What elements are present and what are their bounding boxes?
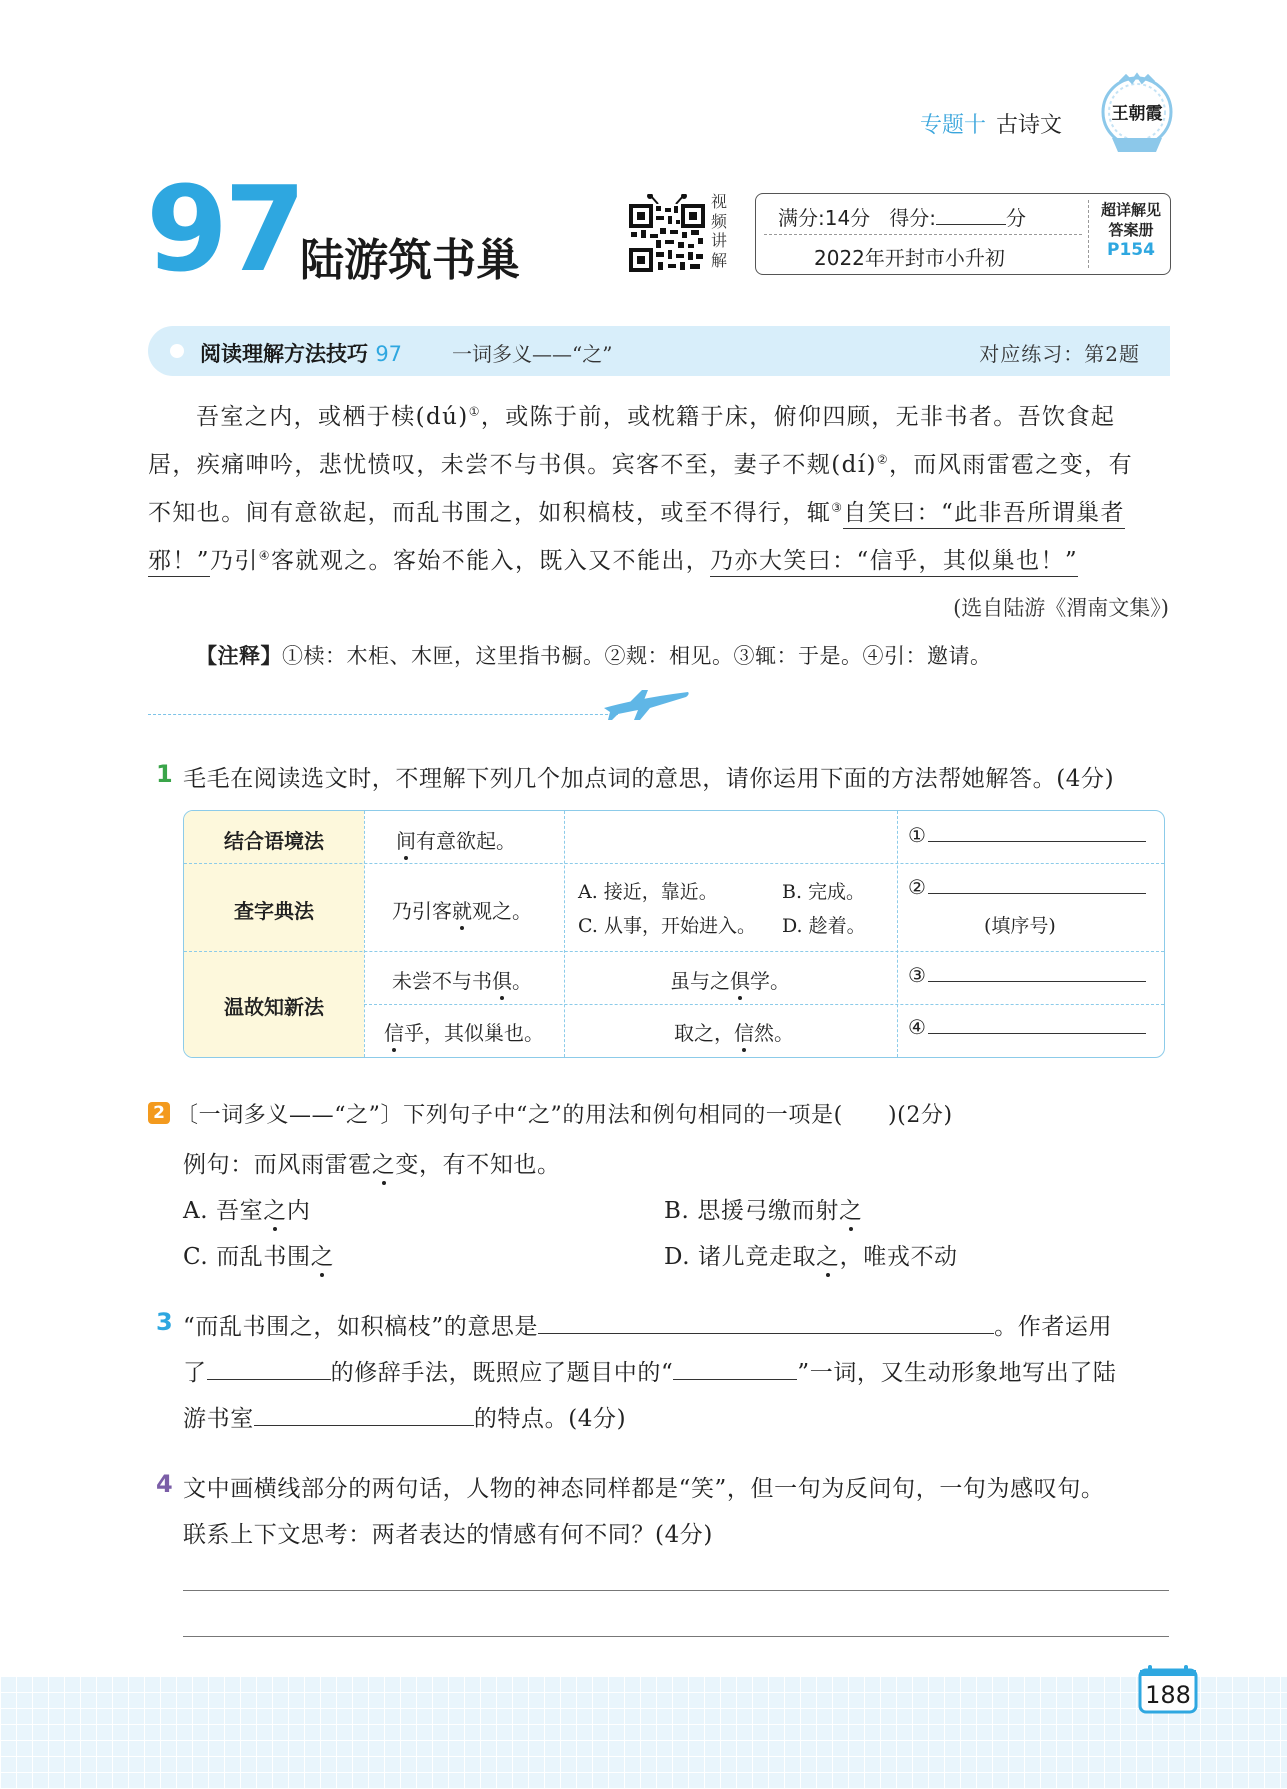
footnote-mark: ④ — [258, 548, 271, 563]
question-1-number: 1 — [156, 760, 173, 788]
answer-line[interactable] — [183, 1636, 1169, 1637]
answer-line[interactable] — [928, 875, 1146, 894]
table-sentence: 间有意欲起。 — [396, 829, 516, 853]
passage-line-1 — [196, 398, 1115, 431]
option-b: B. 完成。 — [782, 881, 866, 903]
table-hline — [364, 1004, 1164, 1005]
topic-name: 古诗文 — [996, 113, 1063, 138]
answer-blank[interactable] — [254, 1405, 474, 1426]
page-number: 188 — [1145, 1681, 1191, 1709]
option-d: D. 趁着。 — [782, 915, 866, 937]
question-4-line-2: 联系上下文思考：两者表达的情感有何不同？(4分) — [183, 1522, 713, 1548]
question-1-text: 毛毛在阅读选文时，不理解下列几个加点词的意思，请你运用下面的方法帮她解答。(4分) — [183, 766, 1115, 792]
exam-source: 2022年开封市小升初 — [814, 246, 1005, 270]
method-number: 97 — [375, 342, 403, 366]
method-label — [200, 338, 402, 368]
method-label-text: 阅读理解方法技巧 — [200, 342, 368, 366]
qr-caption-char: 解 — [711, 250, 728, 270]
question-2-option-b[interactable]: B. 思援弓缴而射之 — [664, 1198, 863, 1224]
method-context: 结合语境法 — [224, 829, 324, 853]
qr-caption-char: 讲 — [711, 231, 728, 250]
table-sentence: 未尝不与书俱。 — [392, 969, 532, 993]
answer-blank-1[interactable] — [908, 823, 1146, 847]
seal-text: 王朝霞 — [1111, 104, 1163, 124]
dotted-word: 之 — [371, 1152, 396, 1178]
annotations — [196, 640, 992, 670]
passage-line-4 — [148, 542, 1078, 575]
dotted-word: 信 — [734, 1021, 754, 1045]
score-input[interactable] — [936, 206, 1006, 225]
dotted-word: 之 — [310, 1244, 335, 1270]
page-number-badge — [1138, 1664, 1198, 1714]
dotted-word: 俱 — [492, 969, 512, 993]
qr-caption-char: 频 — [711, 211, 728, 231]
answer-blank-4[interactable] — [908, 1015, 1146, 1039]
answer-blank-2[interactable] — [908, 875, 1146, 899]
method-topic: 一词多义——“之” — [452, 342, 613, 366]
passage-text: 客就观之。客始不能入，既入又不能出， — [270, 548, 711, 574]
question-4-line-1: 文中画横线部分的两句话，人物的神态同样都是“笑”，但一句为反问句，一句为感叹句。 — [183, 1476, 1105, 1502]
score-box — [755, 193, 1171, 275]
score-divider — [764, 234, 1082, 235]
topic-header — [920, 108, 1062, 139]
dotted-word: 俱 — [730, 969, 750, 993]
lesson-title: 陆游筑书巢 — [300, 235, 520, 286]
dotted-word: 之 — [263, 1198, 287, 1224]
passage-text: 吾室之内，或栖于椟(dú) — [196, 404, 469, 430]
question-3-line-3: 游书室 的特点。(4分) — [183, 1406, 627, 1432]
passage-text: ，或陈于前，或枕籍于床，俯仰四顾，无非书者。吾饮食起 — [480, 404, 1116, 430]
score-label: 得分: — [889, 206, 937, 230]
answer-blank[interactable] — [538, 1313, 994, 1334]
annotations-text: ①椟：木柜、木匣，这里指书橱。②觌：相见。③辄：于是。④引：邀请。 — [282, 644, 992, 668]
method-table — [183, 810, 1165, 1058]
answer-marker: ② — [908, 875, 926, 899]
answer-line[interactable] — [928, 823, 1146, 842]
dotted-word: 信 — [384, 1021, 404, 1045]
answer-blank[interactable] — [673, 1359, 797, 1380]
seal-logo-icon — [1098, 72, 1176, 158]
topic-label: 专题十 — [920, 113, 987, 138]
footnote-mark: ② — [876, 452, 889, 467]
dotted-word: 就 — [452, 899, 472, 923]
question-2-option-c[interactable]: C. 而乱书围之 — [183, 1244, 335, 1270]
footnote-mark: ③ — [831, 500, 844, 515]
answer-ref-line2: 答案册 — [1108, 221, 1154, 239]
score-unit: 分 — [1006, 206, 1027, 230]
lesson-number: 97 — [146, 160, 303, 298]
underlined-sentence: 邪！” — [148, 548, 210, 577]
score-vdivider — [1088, 200, 1089, 268]
passage-text: ，而风雨雷雹之变，有 — [889, 452, 1133, 478]
question-4-number: 4 — [156, 1470, 173, 1498]
question-2-number: 2 — [148, 1102, 170, 1124]
reference-sentence: 虽与之俱学。 — [670, 969, 790, 993]
passage-source: (选自陆游《渭南文集》) — [953, 596, 1169, 620]
question-3-line-2: 了 的修辞手法，既照应了题目中的“ ”一词，又生动形象地写出了陆 — [183, 1360, 1117, 1386]
answer-marker: ① — [908, 823, 926, 847]
question-2-option-a[interactable]: A. 吾室之内 — [183, 1198, 311, 1224]
dotted-word: 之 — [816, 1244, 840, 1270]
qr-code-icon[interactable] — [628, 194, 706, 274]
qr-caption-char: 视 — [711, 192, 728, 211]
method-dictionary: 查字典法 — [234, 899, 314, 923]
answer-line[interactable] — [928, 963, 1146, 982]
answer-ref — [1092, 200, 1170, 260]
banner-dot-icon — [170, 344, 184, 358]
fill-hint: (填序号) — [984, 915, 1056, 937]
table-vline — [364, 811, 365, 1057]
question-2-text: 〔一词多义——“之”〕下列句子中“之”的用法和例句相同的一项是( )(2分) — [176, 1103, 953, 1128]
answer-line[interactable] — [183, 1590, 1169, 1591]
practice-ref: 对应练习：第2题 — [979, 342, 1140, 366]
question-2-example: 例句：而风雨雷雹之变，有不知也。 — [183, 1152, 561, 1178]
method-banner — [148, 326, 1170, 376]
question-2-option-d[interactable]: D. 诸儿竞走取之，唯戎不动 — [664, 1244, 958, 1270]
passage-text: 乃引 — [209, 548, 259, 574]
table-hline — [184, 863, 1164, 864]
score-row — [778, 202, 1026, 231]
answer-marker: ③ — [908, 963, 926, 987]
option-a: A. 接近，靠近。 — [578, 881, 718, 903]
annotations-label: 【注释】 — [196, 644, 282, 668]
passage-text: 居，疾痛呻吟，悲忧愤叹，未尝不与书俱。宾客不至，妻子不觌(dí) — [148, 452, 877, 478]
question-3-line-1: “而乱书围之，如积槁枝”的意思是 。作者运用 — [183, 1314, 1113, 1340]
footnote-mark: ① — [468, 404, 481, 419]
answer-marker: ④ — [908, 1015, 926, 1039]
table-sentence: 信乎，其似巢也。 — [384, 1021, 544, 1045]
answer-line[interactable] — [928, 1015, 1146, 1034]
answer-ref-line1: 超详解见 — [1100, 201, 1161, 219]
reference-sentence: 取之，信然。 — [674, 1021, 794, 1045]
airplane-icon — [600, 684, 692, 724]
table-vline — [897, 811, 898, 1057]
underlined-sentence: 乃亦大笑曰：“信乎，其似巢也！” — [710, 548, 1078, 577]
passage-text: 不知也。间有意欲起，而乱书围之，如积槁枝，或至不得行，辄 — [148, 500, 832, 526]
option-c: C. 从事，开始进入。 — [578, 915, 756, 937]
table-sentence: 乃引客就观之。 — [392, 899, 532, 923]
underlined-sentence: 自笑曰：“此非吾所谓巢者 — [843, 500, 1125, 529]
answer-ref-page: P154 — [1107, 240, 1155, 260]
full-score: 满分:14分 — [778, 206, 871, 230]
answer-blank-3[interactable] — [908, 963, 1146, 987]
section-divider — [148, 714, 618, 715]
question-3-number: 3 — [156, 1308, 173, 1336]
passage-line-2 — [148, 446, 1133, 479]
dotted-word: 间 — [396, 829, 416, 853]
table-hline — [184, 951, 1164, 952]
footer-grid — [0, 1676, 1287, 1789]
table-vline — [564, 811, 565, 1057]
method-review: 温故知新法 — [224, 995, 324, 1019]
answer-blank[interactable] — [207, 1359, 331, 1380]
dotted-word: 之 — [838, 1198, 863, 1224]
passage-line-3 — [148, 494, 1125, 527]
qr-caption — [711, 192, 731, 270]
